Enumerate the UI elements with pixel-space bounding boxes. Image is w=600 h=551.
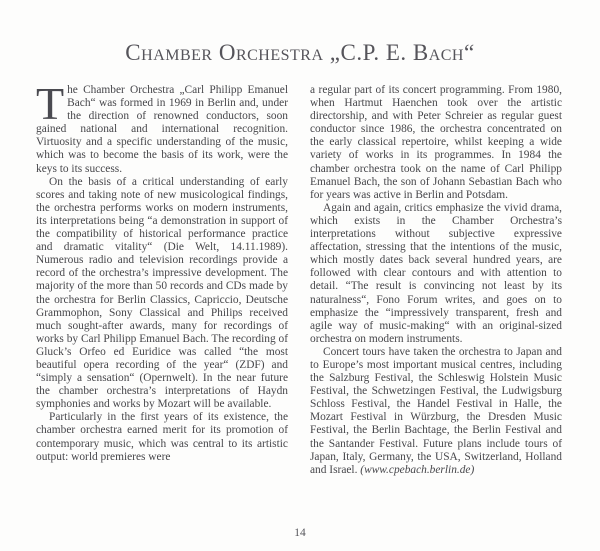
paragraph-right-1: a regular part of its concert programming. From 1980, when Hartmut Haenchen took over the artistic directorship, and with Peter Schreier as regular guest conductor since 1986, the orchestra concentrated on the early classical repertoire, whilst keeping a wide variety of works in its programmes. In 1984 the chamber orchestra took on the name of Carl Philipp Emanuel Bach, the son of Johann Sebastian Bach who for years was active in Berlin and Potsdam. (310, 84, 562, 201)
left-column (36, 78, 288, 514)
website-reference: (www.cpebach.berlin.de) (360, 463, 475, 476)
paragraph-right-3-text: Concert tours have taken the orchestra to Japan and to Europe’s most important musical centres, including the Salzburg Festival, the Schleswig Holstein Music Festival, the Schwetzingen Festival, the Ludwigsburg Schloss Festival, the Handel Festival in Halle, the Mozart Festival in Würzburg, the Dresden Music Festival, the Berlin Bachtage, the Berlin Festival and the Santander Festival. Future plans include tours of Japan, Italy, Germany, the USA, Switzerland, Holland and Israel. (310, 345, 562, 476)
right-column (310, 84, 562, 514)
paragraph-right-3 (310, 346, 562, 477)
paragraph-right-2: Again and again, critics emphasize the vivid drama, which exists in the Chamber Orchestra’s interpretations without subjective expressive affectation, stressing that the intentions of the music, which mostly dates back several hundred years, are followed with clear contours and with attention to detail. “The result is convincing not least by its naturalness“, Fono Forum writes, and goes on to emphasize the “impressively transparent, fresh and agile way of music-making“ with an original-sized orchestra on modern instruments. (310, 201, 562, 345)
paragraph-left-2: On the basis of a critical understanding of early scores and taking note of new musicological findings, the orchestra performs works on modern instruments, its interpretations being “a demonstration in support of the compatibility of historical performance practice and dramatic vitality“ (Die Welt, 14.11.1989). Numerous radio and television recordings provide a record of the orchestra’s impressive development. The majority of the more than 50 records and CDs made by the orchestra for Berlin Classics, Capriccio, Deutsche Grammophon, Sony Classical and Philips received much sought-after awards, many for recordings of works by Carl Philipp Emanuel Bach. The recording of Gluck’s Orfeo ed Euridice was called “the most beautiful opera recording of the year“ (ZDF) and “simply a sensation“ (Opernwelt). In the near future the chamber orchestra’s interpretations of Haydn symphonies and works by Mozart will be available. (36, 175, 288, 411)
paragraph-left-3: Particularly in the first years of its existence, the chamber orchestra earned merit for its promotion of contemporary music, which was central to its artistic output: world premieres were (36, 411, 288, 463)
paragraph-left-1-text: he Chamber Orchestra „Carl Philipp Emanuel Bach“ was formed in 1969 in Berlin and, under the direction of renowned conductors, soon gained national and international recognition. Virtuosity and a specific understanding of the music, which was to become the basis of its work, were the keys to its success. (36, 84, 288, 175)
two-column-body (36, 78, 564, 514)
paragraph-left-1 (36, 78, 288, 176)
page-number: 14 (294, 527, 306, 539)
page-title: Chamber Orchestra „C.P. E. Bach“ (125, 40, 475, 65)
drop-cap: T (36, 78, 65, 129)
